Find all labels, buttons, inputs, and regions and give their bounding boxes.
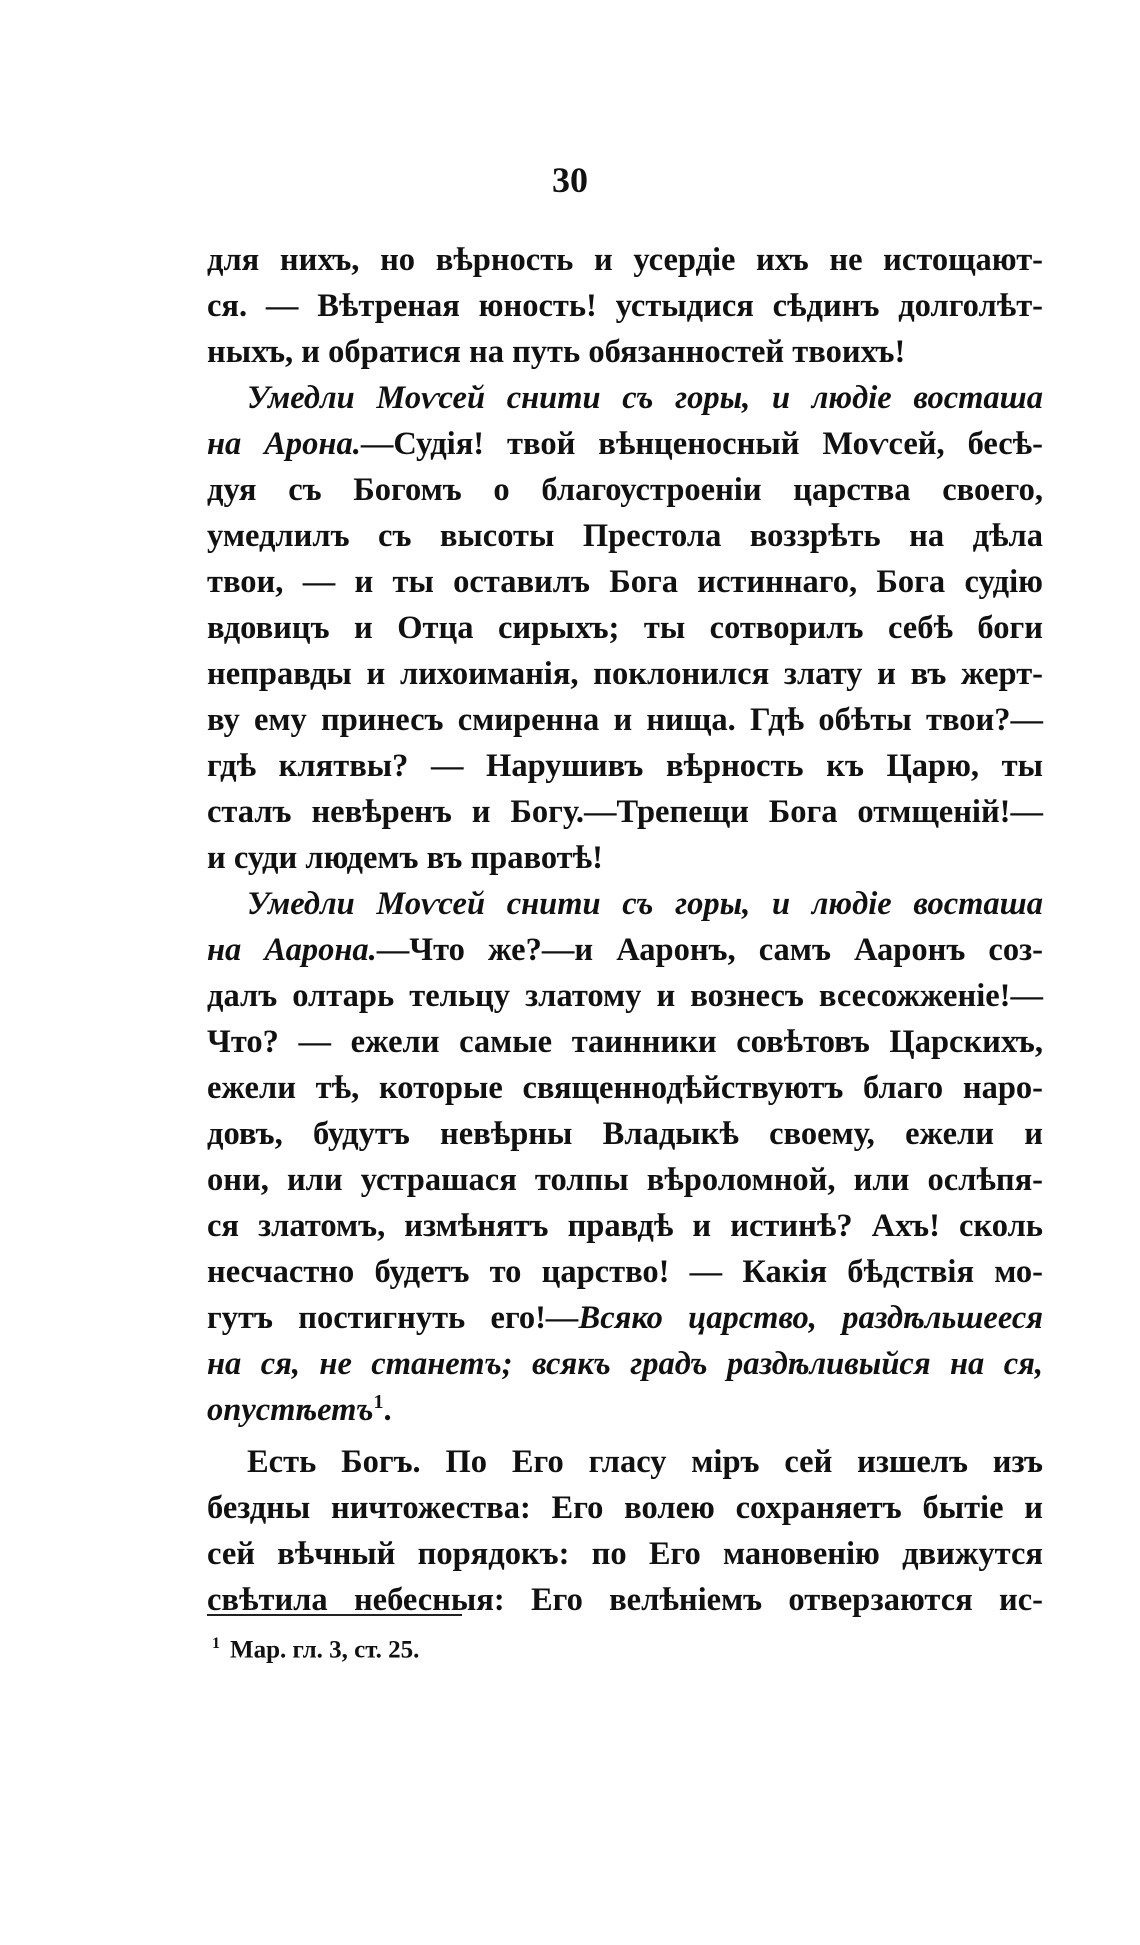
text-line: ныхъ, и обратися на путь обязанностей твоихъ! bbox=[207, 334, 906, 370]
text-line: ежели тѣ, которые священнодѣйствуютъ благо наро- bbox=[207, 1070, 1043, 1106]
text-run: . bbox=[383, 1392, 392, 1428]
body-text bbox=[207, 237, 1043, 1623]
footnote-text: Мар. гл. 3, ст. 25. bbox=[230, 1636, 420, 1664]
text-line: ву ему принесъ смиренна и нища. Гдѣ обѣты твои?— bbox=[207, 702, 1043, 738]
scripture-quote: —Всяко царство, раздѣльшееся bbox=[546, 1300, 1043, 1336]
text-line bbox=[207, 1387, 1043, 1433]
text-line: свѣтила небесныя: Его велѣніемъ отверзаются ис- bbox=[207, 1582, 1043, 1618]
scripture-quote: на Аарона. bbox=[207, 932, 377, 968]
text-line: бездны ничтожества: Его волею сохраняетъ бытіе и bbox=[207, 1490, 1043, 1526]
text-run: —Что же?—и Ааронъ, самъ Ааронъ соз- bbox=[376, 932, 1043, 968]
text-line: довъ, будутъ невѣрны Владыкѣ своему, ежели и bbox=[207, 1116, 1043, 1152]
text-line: Что? — ежели самые таинники совѣтовъ Царскихъ, bbox=[207, 1024, 1043, 1060]
scripture-quote-line: на ся, не станетъ; всякъ градъ раздѣливыйся на ся, bbox=[207, 1346, 1043, 1382]
text-line: дуя съ Богомъ о благоустроеніи царства своего, bbox=[207, 472, 1043, 508]
text-line: ся златомъ, измѣнятъ правдѣ и истинѣ? Ахъ! сколь bbox=[207, 1208, 1043, 1244]
text-line: Есть Богъ. По Его гласу міръ сей изшелъ изъ bbox=[247, 1444, 1043, 1480]
scripture-quote: опустѣетъ bbox=[207, 1392, 374, 1428]
text-line: умедлилъ съ высоты Престола воззрѣть на дѣла bbox=[207, 518, 1043, 554]
text-line: и суди людемъ въ правотѣ! bbox=[207, 840, 603, 876]
scripture-quote-line: Умедли Моѵсей снити съ горы, и людіе восташа bbox=[247, 380, 1043, 416]
text-line: далъ олтарь тельцу златому и вознесъ всесожженіе!— bbox=[207, 978, 1043, 1014]
text-run: —Судія! твой вѣнценосный Моѵсей, бесѣ- bbox=[360, 426, 1044, 462]
footnote bbox=[212, 1628, 419, 1666]
text-line: гдѣ клятвы? — Нарушивъ вѣрность къ Царю, ты bbox=[207, 748, 1043, 784]
text-line: твои, — и ты оставилъ Бога истиннаго, Бога судію bbox=[207, 564, 1043, 600]
text-line bbox=[207, 421, 1043, 467]
footnote-reference: 1 bbox=[373, 1391, 384, 1414]
text-run: гутъ постигнуть его! bbox=[207, 1300, 547, 1336]
page-number: 30 bbox=[552, 160, 588, 200]
text-line: сталъ невѣренъ и Богу.—Трепещи Бога отмщеній!— bbox=[207, 794, 1043, 830]
footnote-mark: 1 bbox=[212, 1635, 220, 1652]
text-line: несчастно будетъ то царство! — Какія бѣдствія мо- bbox=[207, 1254, 1043, 1290]
text-line bbox=[207, 1295, 1043, 1341]
text-line bbox=[207, 927, 1043, 973]
text-line: они, или устрашася толпы вѣроломной, или ослѣпя- bbox=[207, 1162, 1043, 1198]
text-line: для нихъ, но вѣрность и усердіе ихъ не истощают- bbox=[207, 242, 1043, 278]
text-line: ся. — Вѣтреная юность! устыдися сѣдинъ долголѣт- bbox=[207, 288, 1043, 324]
scripture-quote: на Арона. bbox=[207, 426, 361, 462]
footnote-divider bbox=[207, 1614, 462, 1616]
text-line: вдовицъ и Отца сирыхъ; ты сотворилъ себѣ боги bbox=[207, 610, 1043, 646]
text-line: сей вѣчный порядокъ: по Его мановенію движутся bbox=[207, 1536, 1043, 1572]
text-line: неправды и лихоиманія, поклонился злату и въ жерт- bbox=[207, 656, 1043, 692]
scripture-quote-line: Умедли Моѵсей снити съ горы, и людіе восташа bbox=[247, 886, 1043, 922]
